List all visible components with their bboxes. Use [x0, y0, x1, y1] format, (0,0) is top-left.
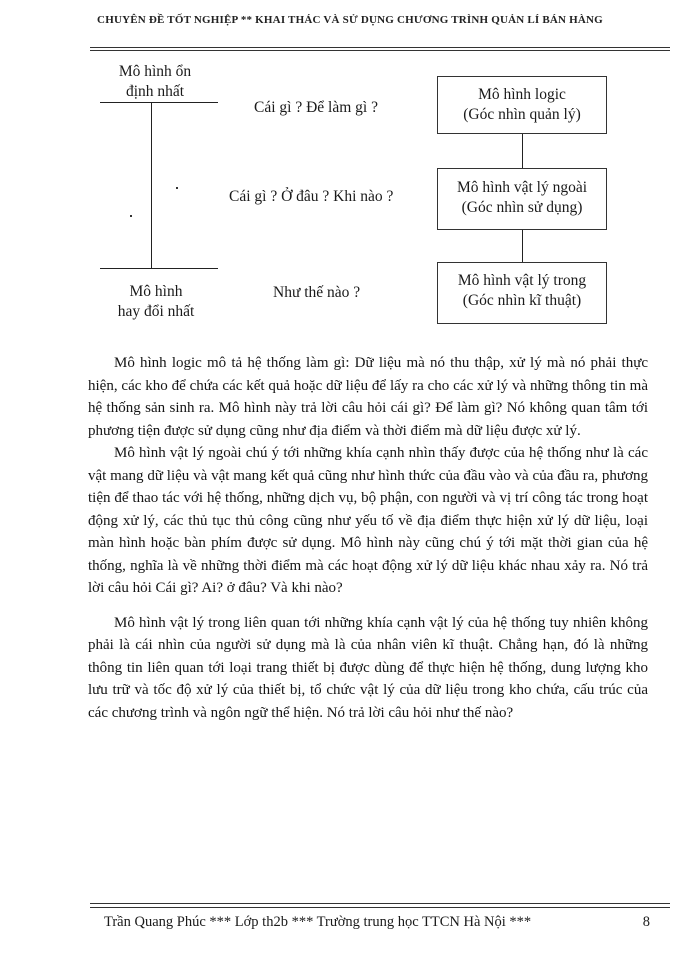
scale-vertical-line — [151, 102, 152, 268]
box-internal-subtitle: (Góc nhìn kĩ thuật) — [462, 292, 582, 309]
paragraph-external-physical-model: Mô hình vật lý ngoài chú ý tới những khía cạnh nhìn thấy được của hệ thống như là các vật mang dữ liệu và vật mang kết quả cũng như hình thức của đầu vào và của đầu ra, phương tiện để thao tác với hệ thống, những dịch vụ, bộ phận, con người và vị trí công tác trong hoạt động xử lý, các thủ tục thủ công cũng như yếu tố về địa điểm thực hiện xử lý dữ liệu, loại màn hình hoặc bàn phím được sử dụng. Mô hình này cũng chú ý tới mặt thời gian của hệ thống, nghĩa là về những thời điểm mà các hoạt động xử lý dữ liệu khác nhau xảy ra. Nó trả lời câu hỏi Cái gì? Ai? ở đâu? Và khi nào? — [88, 445, 648, 596]
header-rule-secondary — [90, 50, 670, 51]
scan-dot — [176, 187, 178, 189]
body-text — [88, 352, 648, 724]
box-external-subtitle: (Góc nhìn sử dụng) — [461, 199, 583, 216]
box-external-physical-model — [437, 168, 607, 230]
box-logic-model — [437, 76, 607, 134]
header-rule — [90, 47, 670, 48]
box-external-title: Mô hình vật lý ngoài — [456, 179, 588, 196]
footer-rule-secondary — [90, 907, 670, 908]
paragraph-internal-physical-model: Mô hình vật lý trong liên quan tới những khía cạnh vật lý của hệ thống tuy nhiên không phải là cái nhìn của người sử dụng mà là của nhân viên kĩ thuật. Chẳng hạn, đó là những thông tin liên quan tới loại trang thiết bị được dùng để thực hiện hệ thống, dung lượng kho lưu trữ và tốc độ xử lý của thiết bị, tổ chức vật lý của dữ liệu trong kho chứa, cấu trúc của các chương trình và ngôn ngữ thể hiện. Nó trả lời câu hỏi như thế nào? — [88, 614, 648, 721]
footer-rule — [90, 903, 670, 904]
question-logic: Cái gì ? Để làm gì ? — [254, 99, 378, 116]
scale-bottom-tick — [100, 268, 218, 269]
box-internal-title: Mô hình vật lý trong — [457, 272, 587, 289]
scan-dot — [130, 215, 132, 217]
connector-logic-external — [522, 134, 523, 168]
scale-top-tick — [100, 102, 218, 103]
top-label-line2: định nhất — [125, 83, 185, 100]
box-internal-physical-model — [437, 262, 607, 324]
paragraph-logic-model: Mô hình logic mô tả hệ thống làm gì: Dữ liệu mà nó thu thập, xử lý mà nó phải thực hiện, các kho để chứa các kết quả hoặc dữ liệu để lấy ra cho các xử lý và những thông tin mà hệ thống sản sinh ra. Mô hình này trả lời câu hỏi cái gì? Để làm gì? Nó không quan tâm tới phương tiện được sử dụng cũng như địa điểm và thời điểm mà dữ liệu được xử lý. — [88, 355, 648, 439]
page-header: CHUYÊN ĐỀ TỐT NGHIỆP ** KHAI THÁC VÀ SỬ DỤNG CHƯƠNG TRÌNH QUẢN LÍ BÁN HÀNG — [97, 14, 603, 26]
footer-text: Trần Quang Phúc *** Lớp th2b *** Trường trung học TTCN Hà Nội *** — [104, 914, 532, 930]
connector-external-internal — [522, 230, 523, 262]
box-logic-title: Mô hình logic — [478, 86, 566, 103]
top-label-line1: Mô hình ổn — [118, 63, 192, 80]
page-number: 8 — [642, 914, 650, 930]
bottom-label-line2: hay đổi nhất — [117, 303, 195, 320]
question-external: Cái gì ? Ở đâu ? Khi nào ? — [229, 188, 394, 205]
box-logic-subtitle: (Góc nhìn quản lý) — [463, 106, 581, 123]
bottom-label-line1: Mô hình — [129, 283, 183, 300]
question-internal: Như thế nào ? — [273, 284, 361, 301]
